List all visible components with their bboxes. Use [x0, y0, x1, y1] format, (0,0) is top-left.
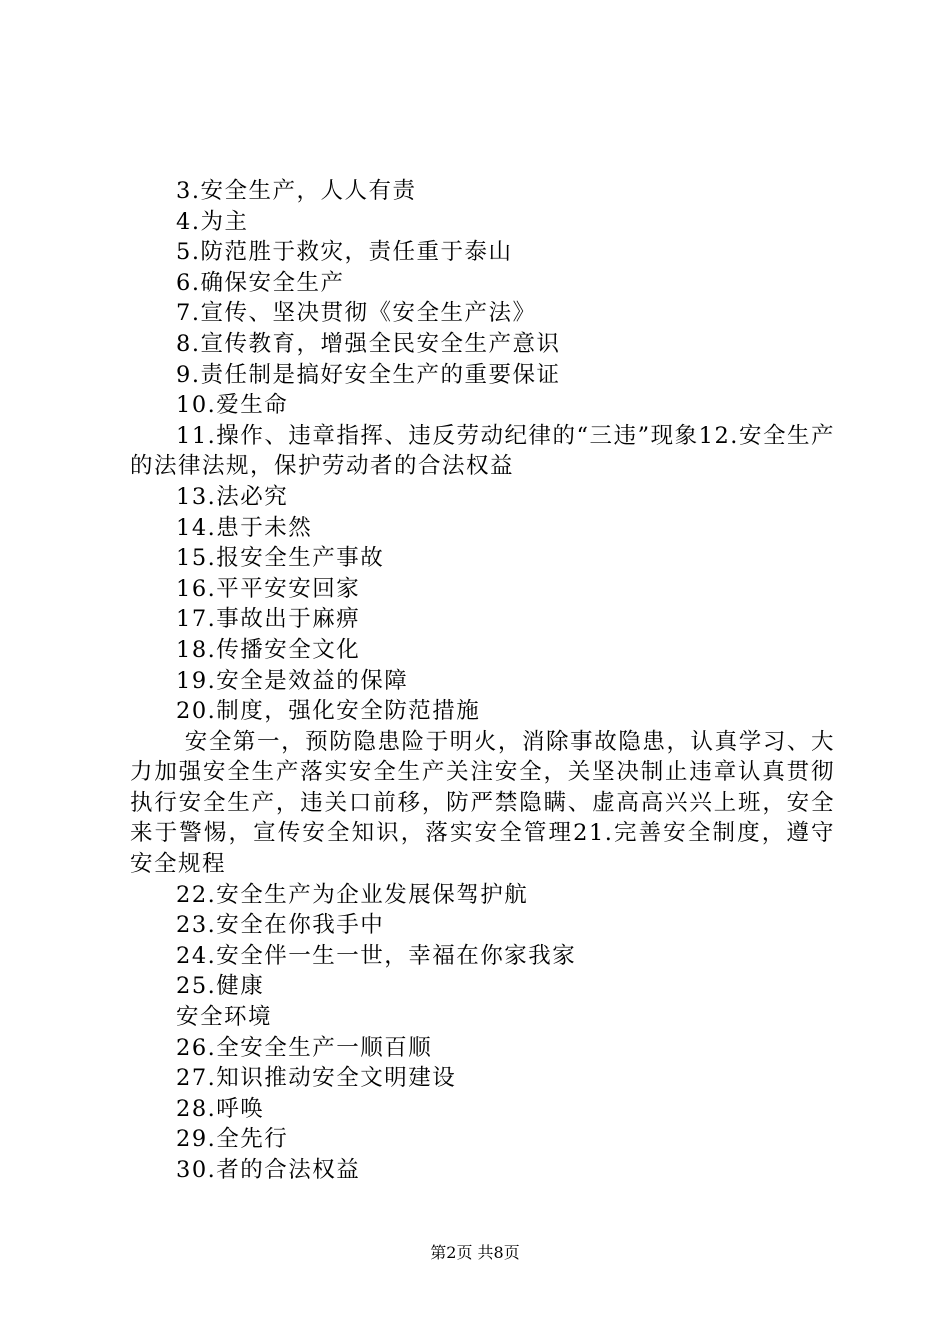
paragraph: 11.操作、违章指挥、违反劳动纪律的“三违”现象12.安全生产的法律法规，保护劳动者的合法权益 — [130, 422, 835, 480]
paragraph: 18.传播安全文化 — [176, 636, 361, 663]
paragraph: 10.爱生命 — [176, 392, 289, 419]
page-number-footer: 第2页 共8页 — [430, 1243, 520, 1262]
paragraph: 26.全安全生产一顺百顺 — [176, 1034, 433, 1061]
paragraph: 安全第一，预防隐患险于明火，消除事故隐患，认真学习、大力加强安全生产落实安全生产关注安全，关坚决制止违章认真贯彻执行安全生产，违关口前移，防严禁隐瞒、虚高高兴兴上班，安全来于警惕，宣传安全知识，落实安全管理21.完善安全制度，遵守安全规程 — [130, 728, 835, 878]
paragraph: 27.知识推动安全文明建设 — [176, 1065, 457, 1092]
paragraph: 安全环境 — [176, 1004, 273, 1031]
paragraph: 8.宣传教育，增强全民安全生产意识 — [176, 330, 561, 357]
paragraph: 14.患于未然 — [176, 514, 313, 541]
paragraph: 7.宣传、坚决贯彻《安全生产法》 — [176, 300, 537, 327]
paragraph: 4.为主 — [176, 208, 249, 235]
paragraph: 24.安全伴一生一世，幸福在你家我家 — [176, 942, 577, 969]
paragraph: 9.责任制是搞好安全生产的重要保证 — [176, 361, 561, 388]
document-body — [130, 176, 835, 1186]
paragraph: 5.防范胜于救灾，责任重于泰山 — [176, 239, 513, 266]
paragraph: 25.健康 — [176, 973, 265, 1000]
paragraph: 29.全先行 — [176, 1126, 289, 1153]
paragraph: 15.报安全生产事故 — [176, 545, 385, 572]
paragraph: 6.确保安全生产 — [176, 269, 345, 296]
paragraph: 13.法必究 — [176, 483, 289, 510]
paragraph: 22.安全生产为企业发展保驾护航 — [176, 881, 529, 908]
paragraph: 3.安全生产，人人有责 — [176, 178, 417, 204]
paragraph: 19.安全是效益的保障 — [176, 667, 409, 694]
paragraph: 30.者的合法权益 — [176, 1157, 361, 1183]
paragraph: 28.呼唤 — [176, 1095, 265, 1122]
paragraph: 20.制度，强化安全防范措施 — [176, 698, 481, 725]
paragraph: 16.平平安安回家 — [176, 575, 361, 602]
paragraph: 17.事故出于麻痹 — [176, 606, 361, 633]
paragraph: 23.安全在你我手中 — [176, 912, 385, 939]
